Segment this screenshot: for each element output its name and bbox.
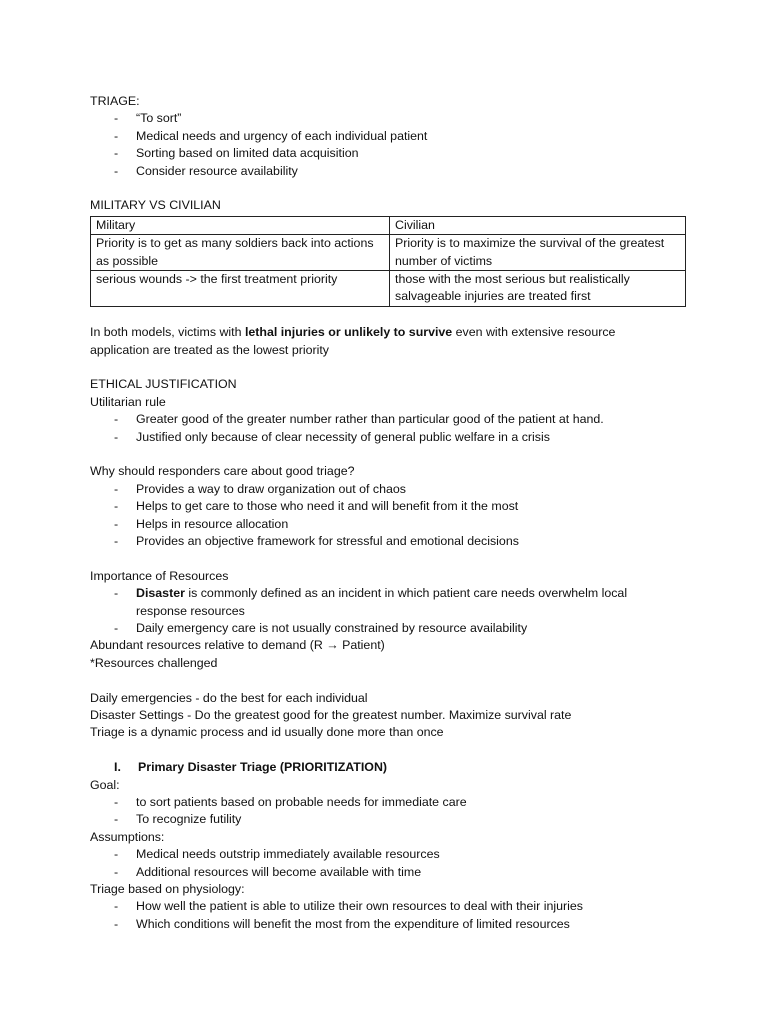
triage-heading: TRIAGE: [90, 94, 140, 108]
utilitarian-subheading: Utilitarian rule [90, 394, 166, 409]
list-item: - Disaster is commonly defined as an incident in which patient care needs overwhelm local response resources [114, 586, 628, 618]
table-header-cell: Civilian [390, 216, 686, 234]
why-heading: Why should responders care about good triage? [90, 464, 355, 479]
resources-heading: Importance of Resources [90, 568, 229, 583]
list-item: - Provides an objective framework for stressful and emotional decisions [90, 533, 710, 550]
dash-bullet: - [114, 429, 119, 444]
dash-bullet: - [114, 412, 119, 427]
list-item: - Provides a way to draw organization out of chaos [90, 481, 710, 498]
ethical-list [90, 411, 710, 446]
table-cell: those with the most serious but realistically salvageable injuries are treated first [390, 271, 686, 307]
document-body [90, 93, 710, 933]
dash-bullet: - [114, 794, 119, 809]
table-row [91, 235, 686, 271]
list-item: - Medical needs and urgency of each individual patient [90, 128, 710, 145]
assumptions-list [90, 846, 710, 881]
list-item: - “To sort” [90, 110, 710, 127]
abundant-resources-line: Abundant resources relative to demand (R → Patient) [90, 638, 385, 653]
dash-bullet: - [114, 534, 119, 549]
primary-triage-heading [90, 759, 710, 776]
emphasis-text: lethal injuries or unlikely to survive [244, 325, 453, 340]
ethical-heading: ETHICAL JUSTIFICATION [90, 377, 237, 392]
daily-emergencies-line: Daily emergencies - do the best for each individual [90, 690, 368, 705]
disaster-settings-line: Disaster Settings - Do the greatest good for the greatest number. Maximize survival rate [90, 707, 572, 722]
list-item: - Helps to get care to those who need it and will benefit from it the most [90, 498, 710, 515]
list-item: - Sorting based on limited data acquisition [90, 145, 710, 162]
resources-list [90, 585, 710, 637]
list-item: - Greater good of the greater number rather than particular good of the patient at hand. [90, 411, 710, 428]
resources-challenged-line: *Resources challenged [90, 655, 218, 670]
goal-label: Goal: [90, 777, 120, 792]
table-cell: Priority is to get as many soldiers back into actions as possible [91, 235, 390, 271]
dash-bullet: - [114, 916, 119, 931]
goal-list [90, 794, 710, 829]
list-item: - Daily emergency care is not usually constrained by resource availability [90, 620, 710, 637]
list-item: - To recognize futility [90, 811, 710, 828]
table-row [91, 271, 686, 307]
list-item: - Medical needs outstrip immediately available resources [90, 846, 710, 863]
list-item: - Justified only because of clear necessity of general public welfare in a crisis [90, 429, 710, 446]
emphasis-text: Disaster [136, 586, 185, 601]
primary-triage-title: Primary Disaster Triage (PRIORITIZATION) [138, 760, 388, 775]
list-item: - Additional resources will become available with time [90, 864, 710, 881]
physiology-label: Triage based on physiology: [90, 881, 245, 896]
why-list [90, 481, 710, 551]
dash-bullet: - [114, 128, 119, 143]
table-cell: Priority is to maximize the survival of the greatest number of victims [390, 235, 686, 271]
dash-bullet: - [114, 146, 119, 161]
dash-bullet: - [114, 516, 119, 531]
triage-list [90, 110, 710, 180]
list-item: - Consider resource availability [90, 163, 710, 180]
table-cell: serious wounds -> the first treatment priority [91, 271, 390, 307]
list-item: - How well the patient is able to utilize their own resources to deal with their injuries [90, 898, 710, 915]
dash-bullet: - [114, 586, 119, 601]
military-civilian-table [90, 216, 686, 307]
dash-bullet: - [114, 163, 119, 178]
dash-bullet: - [114, 499, 119, 514]
dynamic-process-line: Triage is a dynamic process and id usually done more than once [90, 725, 444, 740]
both-models-paragraph: In both models, victims with lethal injuries or unlikely to survive even with extensive resource application are treated as the lowest priority [90, 325, 616, 357]
list-item: - Which conditions will benefit the most from the expenditure of limited resources [90, 916, 710, 933]
table-header-row [91, 216, 686, 234]
physiology-list [90, 898, 710, 933]
roman-numeral: I. [114, 760, 121, 775]
assumptions-label: Assumptions: [90, 829, 165, 844]
dash-bullet: - [114, 111, 119, 126]
military-civilian-heading: MILITARY VS CIVILIAN [90, 198, 221, 213]
list-item: - to sort patients based on probable needs for immediate care [90, 794, 710, 811]
dash-bullet: - [114, 847, 119, 862]
dash-bullet: - [114, 481, 119, 496]
dash-bullet: - [114, 621, 119, 636]
dash-bullet: - [114, 899, 119, 914]
table-header-cell: Military [91, 216, 390, 234]
dash-bullet: - [114, 812, 119, 827]
dash-bullet: - [114, 864, 119, 879]
list-item: - Helps in resource allocation [90, 516, 710, 533]
